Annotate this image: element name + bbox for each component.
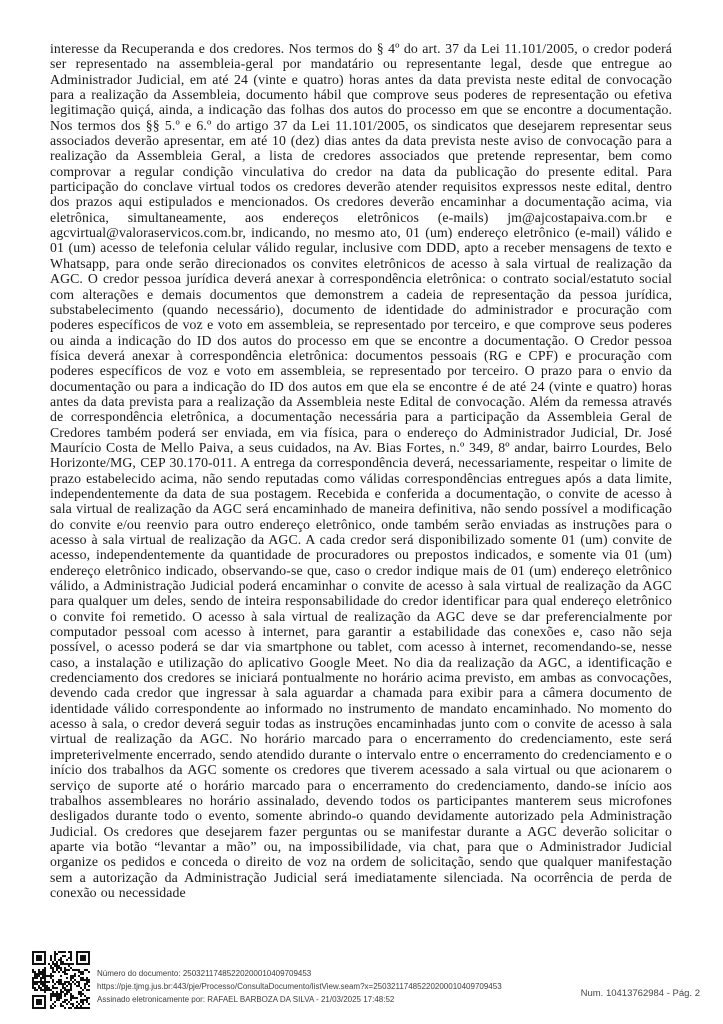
- page-reference: Num. 10413762984 - Pág. 2: [580, 988, 700, 999]
- document-url-line: https://pje.tjmg.jus.br:443/pje/Processo/ConsultaDocumento/listView.seam?x=25032117485220200010409709453: [97, 982, 502, 991]
- document-metadata: [97, 967, 502, 1006]
- signature-line: Assinado eletronicamente por: RAFAEL BARBOZA DA SILVA - 21/03/2025 17:48:52: [97, 995, 395, 1004]
- page-footer: [0, 944, 723, 1024]
- document-number-line: Número do documento: 25032117485220200010409709453: [97, 969, 312, 978]
- edital-body-text: interesse da Recuperanda e dos credores. Nos termos do § 4º do art. 37 da Lei 11.101/2005, o credor poderá ser representado na assembleia-geral por mandatário ou representante legal, desde que entregue ao Administrador Judicial, em até 24 (vinte e quatro) horas antes da data prevista neste edital de convocação para a realização da Assembleia, documento hábil que comprove seus poderes de representação ou efetiva legitimação quiçá, ainda, a indicação das folhas dos autos do processo em que se encontre a documentação. Nos termos dos §§ 5.º e 6.º do artigo 37 da Lei 11.101/2005, os sindicatos que desejarem representar seus associados deverão apresentar, em até 10 (dez) dias antes da data prevista neste aviso de convocação para a realização da Assembleia Geral, a lista de credores associados que pretende representar, bem como comprovar a regular condição vinculativa do credor na data da publicação do presente edital. Para participação do conclave virtual todos os credores deverão atender requisitos expressos neste edital, dentro dos prazos aqui estipulados e mencionados. Os credores deverão encaminhar a documentação acima, via eletrônica, simultaneamente, aos endereços eletrônicos (e-mails) jm@ajcostapaiva.com.br e agcvirtual@valoraservicos.com.br, indicando, no mesmo ato, 01 (um) endereço eletrônico (e-mail) válido e 01 (um) acesso de telefonia celular válido regular, inclusive com DDD, apto a receber mensagens de texto e Whatsapp, para onde serão direcionados os convites eletrônicos de acesso à sala virtual de realização da AGC. O credor pessoa jurídica deverá anexar à correspondência eletrônica: o contrato social/estatuto social com alterações e demais documentos que demonstrem a cadeia de representação da pessoa jurídica, substabelecimento (quando necessário), documento de identidade do administrador e procuração com poderes específicos de voz e voto em assembleia, se representado por terceiro, e que comprove seus poderes ou ainda a indicação do ID dos autos do processo em que se encontre a documentação. O Credor pessoa física deverá anexar à correspondência eletrônica: documentos pessoais (RG e CPF) e procuração com poderes específicos de voz e voto em assembleia, se representado por terceiro. O prazo para o envio da documentação ou para a indicação do ID dos autos em que ela se encontre é de até 24 (vinte e quatro) horas antes da data prevista para a realização da Assembleia neste Edital de convocação. Além da remessa através de correspondência eletrônica, a documentação necessária para a participação da Assembleia Geral de Credores também poderá ser enviada, em via física, para o endereço do Administrador Judicial, Dr. José Maurício Costa de Mello Paiva, a seus cuidados, na Av. Bias Fortes, n.º 349, 8º andar, bairro Lourdes, Belo Horizonte/MG, CEP 30.170-011. A entrega da correspondência deverá, necessariamente, respeitar o limite de prazo estabelecido acima, não sendo reputadas como válidas correspondências entregues após a data limite, independentemente da data de sua postagem. Recebida e conferida a documentação, o convite de acesso à sala virtual de realização da AGC será encaminhado de maneira definitiva, não sendo possível a modificação do convite e/ou reenvio para outro endereço eletrônico, onde também serão enviadas as instruções para o acesso à sala virtual de realização da AGC. A cada credor será disponibilizado somente 01 (um) convite de acesso, independentemente da quantidade de procuradores ou prepostos indicados, e somente via 01 (um) endereço eletrônico indicado, observando-se que, caso o credor indique mais de 01 (um) endereço eletrônico válido, a Administração Judicial poderá encaminhar o convite de acesso à sala virtual de realização da AGC para qualquer um deles, sendo de inteira responsabilidade do credor identificar para qual endereço eletrônico o convite foi remetido. O acesso à sala virtual de realização da AGC deve se dar preferencialmente por computador pessoal com acesso à internet, para garantir a estabilidade das conexões e, caso não seja possível, o acesso poderá se dar via smartphone ou tablet, com acesso à internet, recomendando-se, nesse caso, a instalação e utilização do aplicativo Google Meet. No dia da realização da AGC, a identificação e credenciamento dos credores se iniciará pontualmente no horário acima previsto, em ambas as convocações, devendo cada credor que ingressar à sala aguardar a chamada para exibir para a câmera documento de identidade válido correspondente ao informado no instrumento de mandato encaminhado. No momento do acesso à sala, o credor deverá seguir todas as instruções encaminhadas junto com o convite de acesso à sala virtual de realização da AGC. No horário marcado para o encerramento do credenciamento, este será impreterivelmente encerrado, sendo atendido durante o intervalo entre o encerramento do credenciamento e o início dos trabalhos da AGC somente os credores que tiverem acessado a sala virtual ou que acionarem o serviço de suporte até o horário marcado para o encerramento do credenciamento, dando-se início aos trabalhos assembleares no horário assinalado, devendo todos os participantes manterem seus microfones desligados durante todo o evento, somente abrindo-o quando devidamente autorizado pela Administração Judicial. Os credores que desejarem fazer perguntas ou se manifestar durante a AGC deverão solicitar o aparte via botão “levantar a mão” ou, na impossibilidade, via chat, para que o Administrador Judicial organize os pedidos e conceda o direito de voz na ordem de solicitação, sendo que qualquer manifestação sem a autorização da Administração Judicial será imediatamente silenciada. Na ocorrência de perda de conexão ou necessidade: [50, 41, 672, 900]
- qr-code-icon: [32, 951, 90, 1009]
